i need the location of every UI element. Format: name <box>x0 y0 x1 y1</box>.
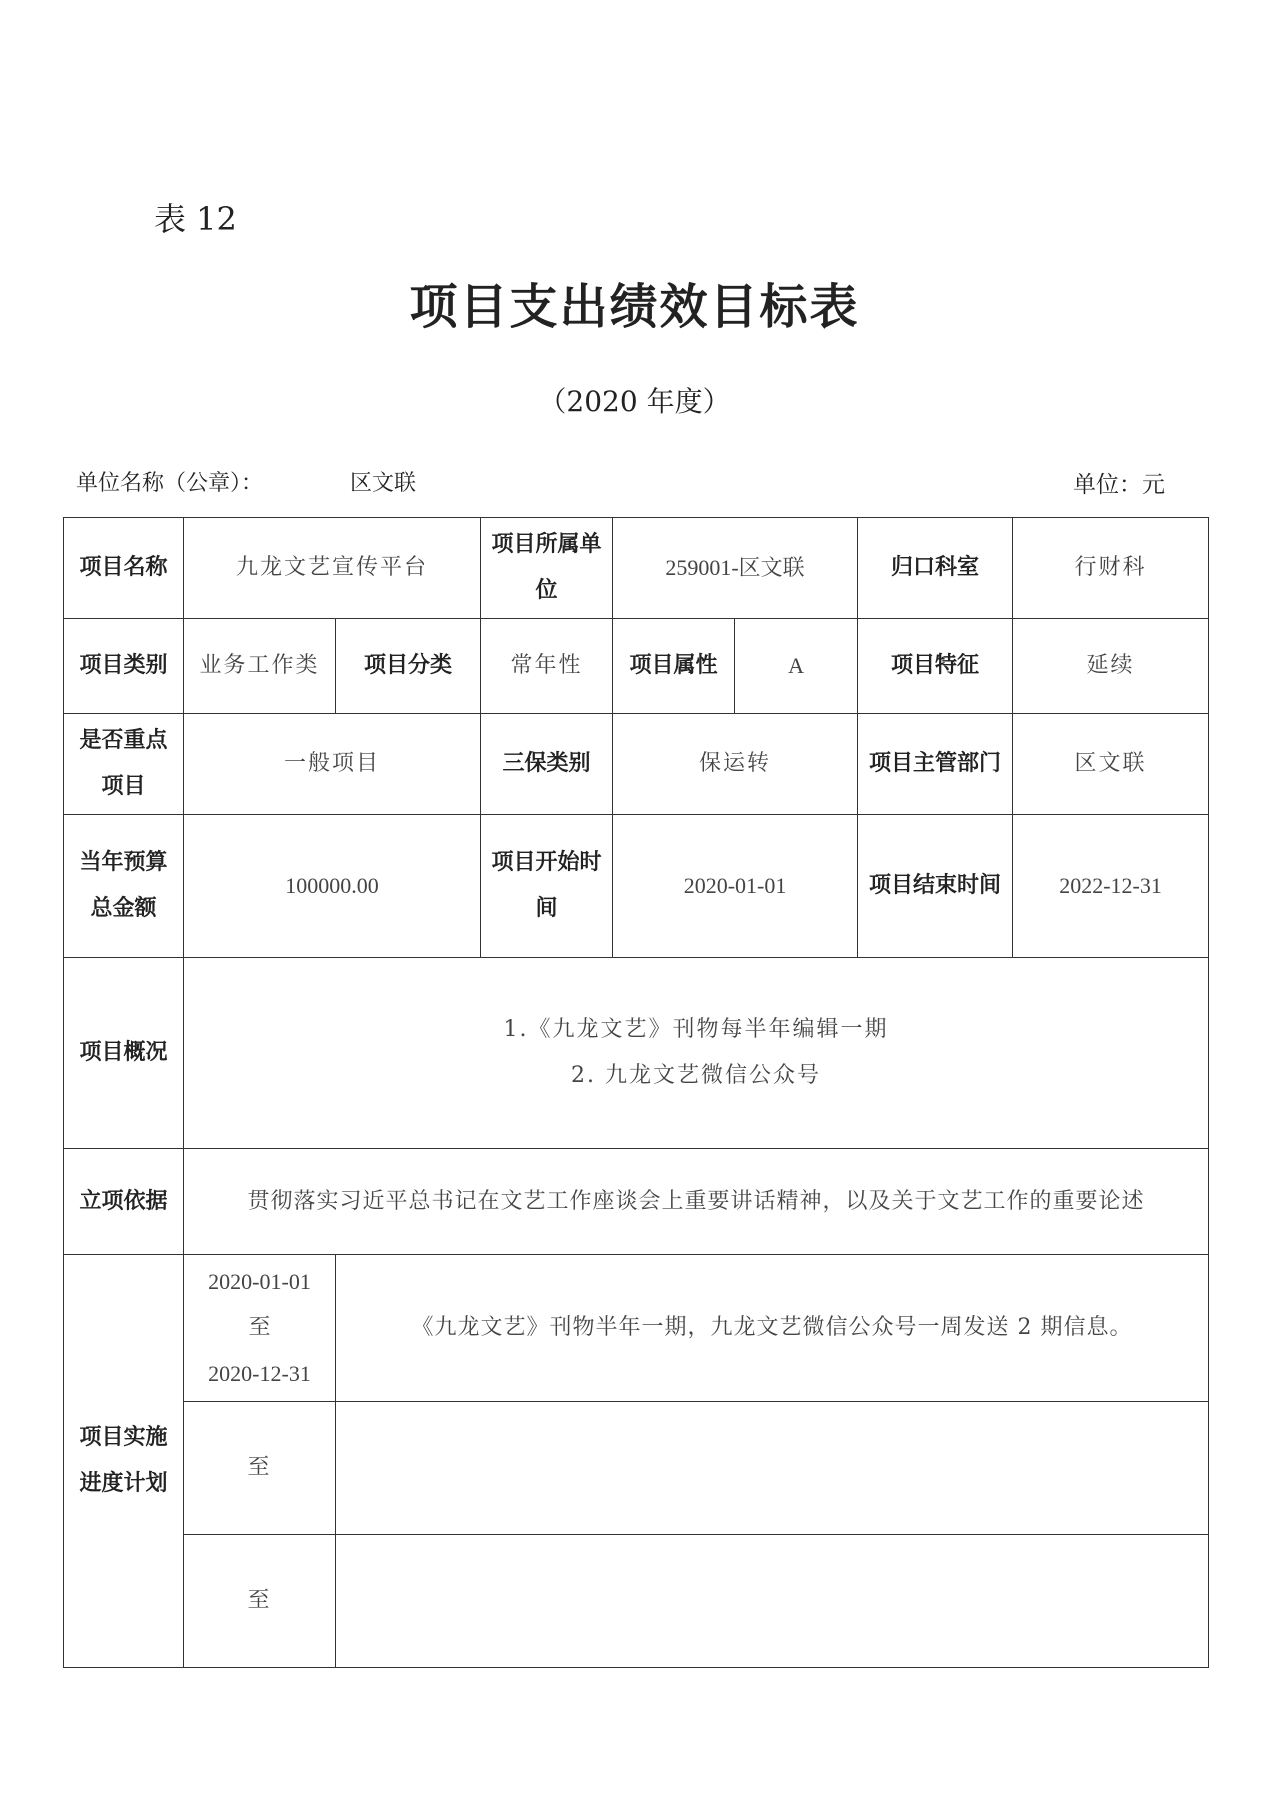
table-row <box>64 815 1209 958</box>
project-attribute-label: 项目属性 <box>613 619 735 714</box>
overview-line-1: 1.《九龙文艺》刊物每半年编辑一期 <box>503 1017 889 1042</box>
fiscal-year: （2020 年度） <box>538 385 731 418</box>
overview-line-2: 2. 九龙文艺微信公众号 <box>571 1063 821 1088</box>
dept-section-value: 行财科 <box>1013 518 1209 619</box>
table-number: 表 12 <box>154 200 237 238</box>
basis-value: 贯彻落实习近平总书记在文艺工作座谈会上重要讲话精神，以及关于文艺工作的重要论述 <box>184 1149 1209 1255</box>
plan-1-to: 至 <box>248 1315 271 1340</box>
plan-1-start: 2020-01-01 <box>208 1269 311 1294</box>
project-unit-label: 项目所属单位 <box>481 518 613 619</box>
project-name-value: 九龙文艺宣传平台 <box>184 518 481 619</box>
start-date-label: 项目开始时间 <box>481 815 613 958</box>
project-classification-label: 项目分类 <box>336 619 481 714</box>
table-row <box>64 714 1209 815</box>
page-title: 项目支出绩效目标表 <box>409 279 860 335</box>
supervising-dept-value: 区文联 <box>1013 714 1209 815</box>
project-classification-value: 常年性 <box>481 619 613 714</box>
plan-2-description <box>336 1402 1209 1535</box>
overview-value <box>184 958 1209 1149</box>
implementation-plan-label: 项目实施进度计划 <box>64 1255 184 1668</box>
currency-unit: 单位：元 <box>1073 472 1165 498</box>
performance-target-table <box>63 517 1209 1668</box>
unit-name-value: 区文联 <box>350 471 417 496</box>
table-row <box>64 1149 1209 1255</box>
plan-3-to: 至 <box>184 1535 336 1668</box>
table-row <box>64 1402 1209 1535</box>
end-date-value: 2022-12-31 <box>1013 815 1209 958</box>
table-row <box>64 518 1209 619</box>
three-guarantee-value: 保运转 <box>613 714 858 815</box>
project-unit-value: 259001-区文联 <box>613 518 858 619</box>
project-attribute-value: A <box>735 619 858 714</box>
plan-2-to: 至 <box>184 1402 336 1535</box>
basis-label: 立项依据 <box>64 1149 184 1255</box>
plan-1-end: 2020-12-31 <box>208 1361 311 1386</box>
table-row <box>64 1255 1209 1402</box>
unit-name-label: 单位名称（公章）： <box>76 471 264 496</box>
project-feature-label: 项目特征 <box>858 619 1013 714</box>
supervising-dept-label: 项目主管部门 <box>858 714 1013 815</box>
plan-period-1 <box>184 1255 336 1402</box>
table-row <box>64 1535 1209 1668</box>
plan-1-description: 《九龙文艺》刊物半年一期，九龙文艺微信公众号一周发送 2 期信息。 <box>336 1255 1209 1402</box>
table-row <box>64 958 1209 1149</box>
project-category-value: 业务工作类 <box>184 619 336 714</box>
budget-total-label: 当年预算总金额 <box>64 815 184 958</box>
project-feature-value: 延续 <box>1013 619 1209 714</box>
plan-3-description <box>336 1535 1209 1668</box>
dept-section-label: 归口科室 <box>858 518 1013 619</box>
three-guarantee-label: 三保类别 <box>481 714 613 815</box>
table-row <box>64 619 1209 714</box>
start-date-value: 2020-01-01 <box>613 815 858 958</box>
project-name-label: 项目名称 <box>64 518 184 619</box>
key-project-value: 一般项目 <box>184 714 481 815</box>
project-category-label: 项目类别 <box>64 619 184 714</box>
key-project-label: 是否重点项目 <box>64 714 184 815</box>
budget-total-value: 100000.00 <box>184 815 481 958</box>
overview-label: 项目概况 <box>64 958 184 1149</box>
end-date-label: 项目结束时间 <box>858 815 1013 958</box>
